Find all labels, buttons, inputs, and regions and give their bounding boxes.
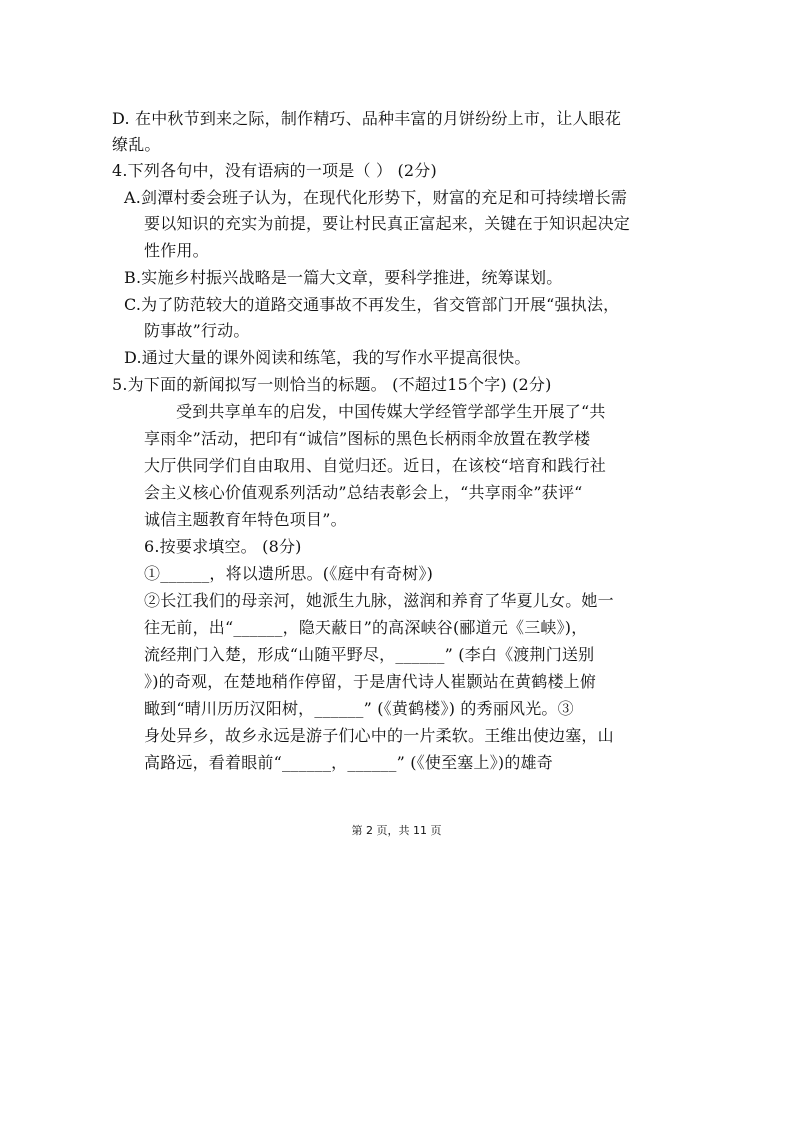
news-paragraph-line-4: 会主义核心价值观系列活动”总结表彰会上，“共享雨伞”获评“ — [144, 483, 583, 502]
option-d-line-1: D. 在中秋节到来之际，制作精巧、品种丰富的月饼纷纷上市，让人眼花 — [112, 109, 622, 128]
q4-option-c-line-1: C.为了防范较大的道路交通事故不再发生，省交管部门开展“强执法， — [124, 295, 620, 314]
question-5-title: 5.为下面的新闻拟写一则恰当的标题。 (不超过15个字) (2分) — [112, 375, 552, 394]
q6-item-2-line-1: ②长江我们的母亲河，她派生九脉，滋润和养育了华夏儿女。她一 — [144, 591, 614, 610]
q6-item-2-line-3: 流经荆门入楚，形成“山随平野尽，______” (李白《渡荆门送别 — [144, 645, 595, 664]
q6-item-2-line-5: 瞰到“晴川历历汉阳树，______” (《黄鹤楼》) 的秀丽风光。③ — [144, 699, 574, 718]
news-paragraph-line-2: 享雨伞”活动，把印有“诚信”图标的黑色长柄雨伞放置在教学楼 — [144, 429, 591, 448]
option-d-line-2: 缭乱。 — [112, 135, 161, 154]
q6-item-1: ①______，将以遗所思。(《庭中有奇树》) — [144, 564, 434, 583]
q6-item-3-line-1: 身处异乡，故乡永远是游子们心中的一片柔软。王维出使边塞，山 — [144, 726, 614, 745]
q4-option-a-line-3: 性作用。 — [144, 241, 209, 260]
q6-item-2-line-2: 往无前，出“______，隐天蔽日”的高深峡谷(郦道元《三峡》)， — [144, 618, 588, 637]
q6-item-2-line-4: 》)的奇观，在楚地稍作停留，于是唐代诗人崔颢站在黄鹤楼上俯 — [144, 672, 597, 691]
q4-option-c-line-2: 防事故”行动。 — [144, 321, 250, 340]
q4-option-d: D.通过大量的课外阅读和练笔，我的写作水平提高很快。 — [124, 348, 531, 367]
page-footer: 第 2 页，共 11 页 — [351, 824, 442, 837]
q6-item-3-line-2: 高路远，看着眼前“______，______” (《使至塞上》)的雄奇 — [144, 753, 553, 772]
news-paragraph-line-5: 诚信主题教育年特色项目”。 — [144, 510, 347, 529]
news-paragraph-line-1: 受到共享单车的启发，中国传媒大学经管学部学生开展了“共 — [176, 402, 606, 421]
question-4-title: 4.下列各句中，没有语病的一项是（ ） (2分) — [112, 161, 437, 180]
news-paragraph-line-3: 大厅供同学们自由取用、自觉归还。近日，在该校“培育和践行社 — [144, 456, 606, 475]
q4-option-a-line-1: A.剑潭村委会班子认为，在现代化形势下，财富的充足和可持续增长需 — [124, 188, 628, 207]
question-6-title: 6.按要求填空。 (8分) — [144, 537, 302, 556]
q4-option-a-line-2: 要以知识的充实为前提，要让村民真正富起来，关键在于知识起决定 — [144, 214, 631, 233]
q4-option-b: B.实施乡村振兴战略是一篇大文章，要科学推进，统筹谋划。 — [124, 268, 563, 287]
